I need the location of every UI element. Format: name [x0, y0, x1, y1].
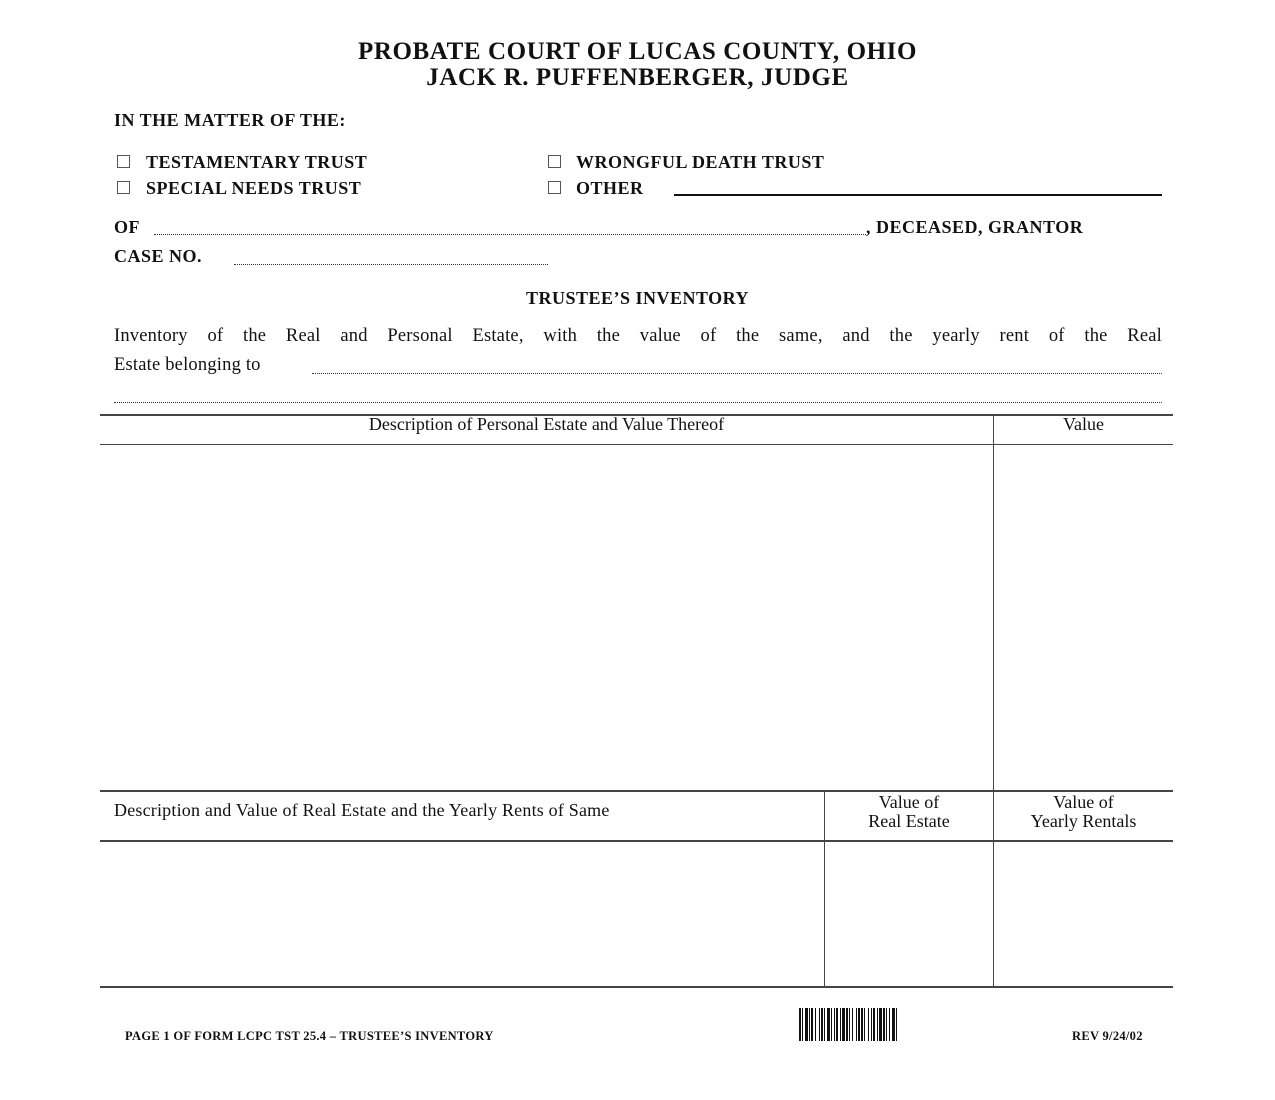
case-no-label: CASE NO.	[114, 246, 203, 266]
personal-description-header: Description of Personal Estate and Value Thereof	[368, 414, 725, 434]
judge-title: JACK R. PUFFENBERGER, JUDGE	[426, 64, 849, 91]
personal-value-header: Value	[1063, 414, 1104, 434]
real-value-entry-area[interactable]	[825, 842, 993, 986]
other-input-line[interactable]	[674, 194, 1162, 196]
real-description-header: Description and Value of Real Estate and the Yearly Rents of Same	[114, 800, 610, 820]
testamentary-label: TESTAMENTARY TRUST	[146, 152, 368, 172]
personal-estate-entry-area[interactable]	[100, 445, 993, 790]
belonging-to-field[interactable]	[312, 373, 1162, 374]
personal-value-entry-area[interactable]	[994, 445, 1173, 790]
special-needs-label: SPECIAL NEEDS TRUST	[146, 178, 362, 198]
grantor-name-field[interactable]	[154, 234, 866, 235]
real-value-header-line-2: Real Estate	[868, 811, 950, 831]
court-title: PROBATE COURT OF LUCAS COUNTY, OHIO	[357, 38, 918, 65]
rent-value-header-line-1: Value of	[1053, 792, 1114, 812]
rent-value-header-line-2: Yearly Rentals	[1030, 811, 1137, 831]
special-needs-checkbox[interactable]	[117, 181, 130, 199]
real-table-top-border	[100, 790, 1173, 792]
footer-form-id: PAGE 1 OF FORM LCPC TST 25.4 – TRUSTEE’S INVENTORY	[125, 1029, 494, 1043]
real-estate-entry-area[interactable]	[100, 842, 824, 986]
real-value-header-line-1: Value of	[878, 792, 940, 812]
wrongful-death-checkbox[interactable]	[548, 155, 561, 173]
footer-revision: REV 9/24/02	[1072, 1029, 1143, 1043]
of-label: OF	[114, 217, 140, 237]
intro-line-1: Inventory of the Real and Personal Estate, with the value of the same, and the yearly rent of the Real	[114, 326, 1162, 346]
barcode	[799, 1008, 987, 1041]
belonging-to-field-continued[interactable]	[114, 402, 1162, 403]
other-checkbox[interactable]	[548, 181, 561, 199]
testamentary-checkbox[interactable]	[117, 155, 130, 173]
deceased-grantor-label: , DECEASED, GRANTOR	[866, 217, 1084, 237]
form-title: TRUSTEE’S INVENTORY	[525, 288, 750, 308]
table-bottom-border	[100, 986, 1173, 988]
rent-value-entry-area[interactable]	[994, 842, 1173, 986]
intro-line-2: Estate belonging to	[114, 355, 261, 375]
other-label: OTHER	[576, 178, 644, 198]
matter-label: IN THE MATTER OF THE:	[114, 110, 346, 130]
case-no-field[interactable]	[234, 264, 548, 265]
wrongful-death-label: WRONGFUL DEATH TRUST	[576, 152, 825, 172]
